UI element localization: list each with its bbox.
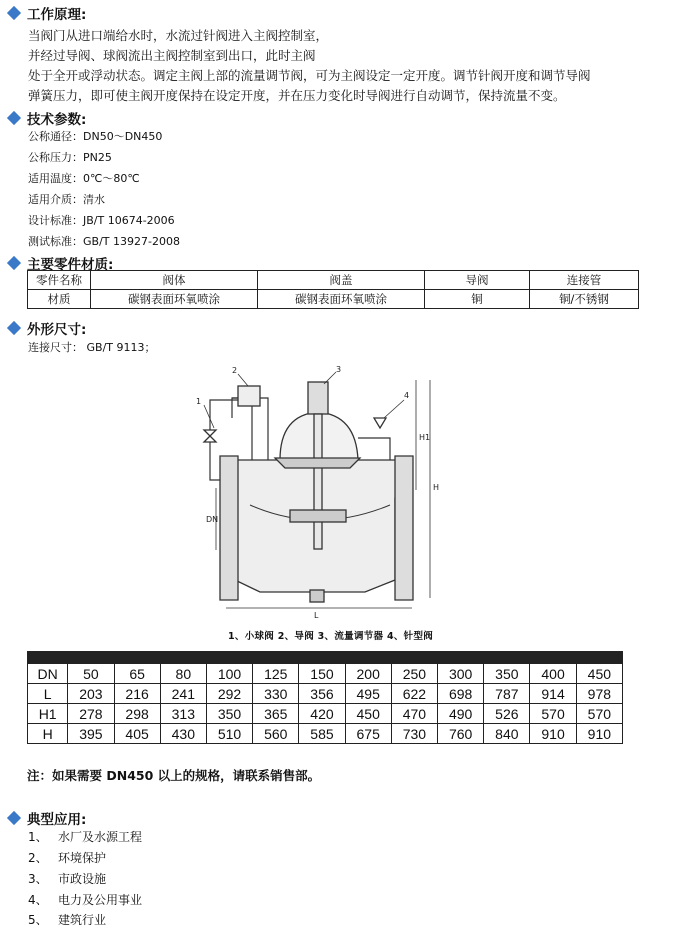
- table-cell: 导阀: [425, 271, 530, 290]
- table-cell: 495: [345, 684, 391, 704]
- paragraph-line: 弹簧压力，即可使主阀开度保持在设定开度，并在压力变化时导阀进行自动调节，保持流量不变。: [28, 88, 566, 103]
- stem: [314, 414, 322, 549]
- table-cell: 278: [68, 704, 114, 724]
- table-cell: 313: [160, 704, 206, 724]
- diamond-bullet-icon: [7, 321, 21, 335]
- control-line-left: [232, 398, 252, 460]
- table-cell: 292: [206, 684, 252, 704]
- section-title: 主要零件材质:: [27, 257, 114, 273]
- table-cell: 300: [438, 664, 484, 684]
- section-title: 工作原理:: [27, 7, 87, 23]
- param-item: 适用介质：清水: [28, 193, 105, 206]
- table-cell: 622: [391, 684, 437, 704]
- table-row: [28, 664, 623, 684]
- table-cell: 526: [484, 704, 530, 724]
- table-row: [28, 290, 639, 309]
- table-cell: 430: [160, 724, 206, 744]
- table-cell: 405: [114, 724, 160, 744]
- table-cell: 铜/不锈钢: [530, 290, 639, 309]
- outlet-flange: [395, 456, 413, 600]
- inlet-flange: [220, 456, 238, 600]
- table-cell: 200: [345, 664, 391, 684]
- table-row-label: DN: [28, 664, 68, 684]
- table-cell: 350: [484, 664, 530, 684]
- table-cell: 910: [576, 724, 622, 744]
- table-cell: 450: [576, 664, 622, 684]
- diamond-bullet-icon: [7, 811, 21, 825]
- table-cell: 216: [114, 684, 160, 704]
- callout-label: 2: [232, 366, 238, 375]
- section-heading-applications: [6, 808, 86, 828]
- ball-valve-symbol: [204, 430, 216, 442]
- param-item: 测试标准：GB/T 13927-2008: [28, 235, 180, 248]
- leader-line: [324, 372, 336, 384]
- table-cell: 450: [345, 704, 391, 724]
- flow-regulator: [308, 382, 328, 414]
- table-cell: 356: [299, 684, 345, 704]
- disc: [290, 510, 346, 522]
- table-cell: 570: [576, 704, 622, 724]
- table-row: [28, 684, 623, 704]
- paragraph-line: 当阀门从进口端给水时，水流过针阀进入主阀控制室，: [28, 28, 329, 43]
- diaphragm: [275, 458, 360, 468]
- leader-line: [204, 405, 214, 428]
- diamond-bullet-icon: [7, 111, 21, 125]
- materials-table: [27, 270, 639, 309]
- table-cell: 250: [391, 664, 437, 684]
- list-item: 2、 环境保护: [28, 851, 107, 865]
- table-cell: 400: [530, 664, 576, 684]
- ball-valve-pipe: [210, 442, 220, 480]
- table-cell: 350: [206, 704, 252, 724]
- table-row-label: L: [28, 684, 68, 704]
- list-item: 4、 电力及公用事业: [28, 893, 143, 907]
- leader-line: [238, 374, 248, 386]
- table-cell: 铜: [425, 290, 530, 309]
- needle-valve-symbol: [374, 418, 386, 428]
- table-cell: 585: [299, 724, 345, 744]
- table-cell: 碳钢表面环氧喷涂: [91, 290, 258, 309]
- table-cell: 760: [438, 724, 484, 744]
- connection-standard: 连接尺寸： GB/T 9113；: [28, 341, 156, 354]
- table-row: [28, 271, 639, 290]
- table-cell: 914: [530, 684, 576, 704]
- diamond-bullet-icon: [7, 6, 21, 20]
- paragraph-line: 处于全开或浮动状态。调定主阀上部的流量调节阀，可为主阀设定一定开度。调节针阀开度和调节导阀: [28, 68, 591, 83]
- ball-valve-pipe-top: [210, 400, 238, 430]
- leader-line: [384, 400, 404, 418]
- section-title: 外形尺寸:: [27, 322, 87, 338]
- callout-label: 4: [404, 391, 410, 400]
- control-line-top: [232, 398, 268, 460]
- table-cell: 阀盖: [258, 271, 425, 290]
- section-title: 典型应用:: [27, 812, 87, 828]
- table-header-bar: [28, 652, 623, 664]
- table-cell: 420: [299, 704, 345, 724]
- drain-plug: [310, 590, 324, 602]
- table-cell: 330: [253, 684, 299, 704]
- table-cell: 203: [68, 684, 114, 704]
- table-cell: 零件名称: [28, 271, 91, 290]
- table-cell: 675: [345, 724, 391, 744]
- table-row-label: H: [28, 724, 68, 744]
- table-cell: 65: [114, 664, 160, 684]
- valve-diagram: [190, 360, 470, 622]
- callout-label: 3: [336, 365, 342, 374]
- param-item: 公称压力：PN25: [28, 151, 112, 164]
- dimension-label: H: [433, 483, 440, 492]
- table-cell: 910: [530, 724, 576, 744]
- pilot-line-right: [358, 438, 390, 460]
- table-row: [28, 704, 623, 724]
- table-cell: 50: [68, 664, 114, 684]
- table-row-label: H1: [28, 704, 68, 724]
- table-cell: 395: [68, 724, 114, 744]
- dimension-label: H1: [419, 433, 431, 442]
- list-item: 1、 水厂及水源工程: [28, 830, 143, 844]
- table-cell: 阀体: [91, 271, 258, 290]
- dimension-label: L: [314, 611, 319, 620]
- note: 注：如果需要 DN450 以上的规格，请联系销售部。: [27, 768, 321, 783]
- diagram-caption: 1、小球阀 2、导阀 3、流量调节器 4、针型阀: [228, 631, 434, 642]
- table-cell: 840: [484, 724, 530, 744]
- table-cell: 80: [160, 664, 206, 684]
- pilot-valve: [238, 386, 260, 406]
- table-cell: 365: [253, 704, 299, 724]
- table-cell: 490: [438, 704, 484, 724]
- param-item: 适用温度：0℃～80℃: [28, 172, 140, 185]
- table-cell: 978: [576, 684, 622, 704]
- dimensions-table: [27, 651, 623, 744]
- table-cell: 100: [206, 664, 252, 684]
- list-item: 5、 建筑行业: [28, 913, 107, 927]
- table-cell: 470: [391, 704, 437, 724]
- table-cell: 730: [391, 724, 437, 744]
- section-heading-dimensions: [6, 318, 86, 338]
- list-item: 3、 市政设施: [28, 872, 107, 886]
- dimension-label: DN: [206, 515, 219, 524]
- table-cell: 298: [114, 704, 160, 724]
- param-item: 设计标准：JB/T 10674-2006: [28, 214, 175, 227]
- diamond-bullet-icon: [7, 256, 21, 270]
- table-cell: 碳钢表面环氧喷涂: [258, 290, 425, 309]
- table-cell: 125: [253, 664, 299, 684]
- section-heading-work-principle: [6, 3, 86, 23]
- table-cell: 材质: [28, 290, 91, 309]
- table-cell: 连接管: [530, 271, 639, 290]
- table-cell: 510: [206, 724, 252, 744]
- param-item: 公称通径：DN50～DN450: [28, 130, 163, 143]
- section-title: 技术参数:: [27, 112, 87, 128]
- table-header-cell: [28, 652, 623, 664]
- callout-label: 1: [196, 397, 202, 406]
- section-heading-tech-params: [6, 108, 86, 128]
- paragraph-line: 并经过导阀、球阀流出主阀控制室到出口，此时主阀: [28, 48, 316, 63]
- table-cell: 560: [253, 724, 299, 744]
- table-cell: 241: [160, 684, 206, 704]
- table-cell: 150: [299, 664, 345, 684]
- table-cell: 698: [438, 684, 484, 704]
- table-row: [28, 724, 623, 744]
- table-cell: 787: [484, 684, 530, 704]
- table-cell: 570: [530, 704, 576, 724]
